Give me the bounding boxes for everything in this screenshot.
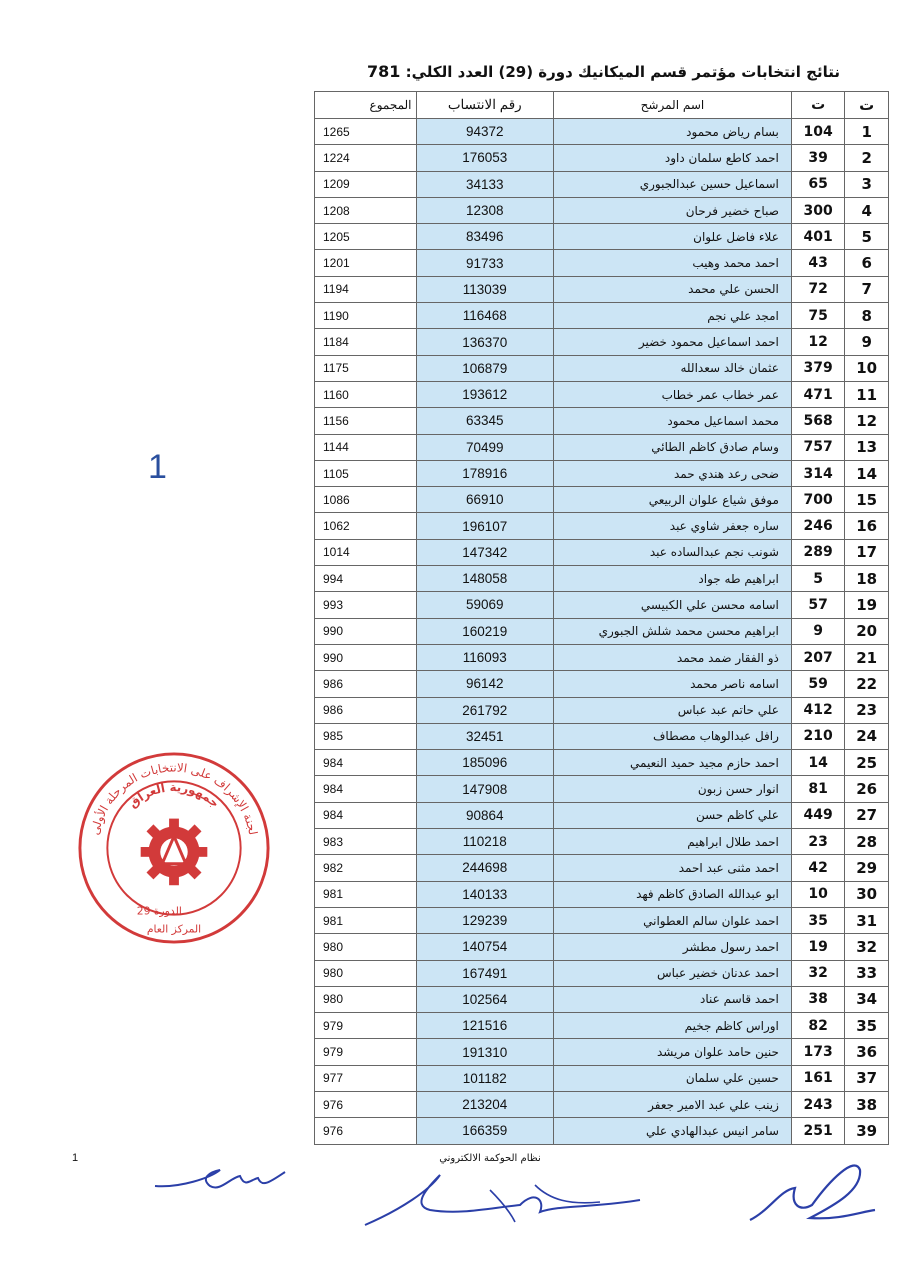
cell-membership: 91733	[416, 250, 553, 276]
table-row	[315, 618, 889, 644]
cell-name: شونب نجم عبدالساده عبد	[554, 539, 792, 565]
cell-seq: 10	[791, 881, 844, 907]
cell-rank: 5	[845, 224, 889, 250]
table-row	[315, 829, 889, 855]
cell-total: 977	[315, 1065, 417, 1091]
table-row	[315, 1118, 889, 1144]
cell-name: موفق شياع علوان الربيعي	[554, 487, 792, 513]
cell-total: 982	[315, 855, 417, 881]
cell-name: ضحى رعد هندي حمد	[554, 460, 792, 486]
cell-rank: 31	[845, 907, 889, 933]
cell-rank: 4	[845, 197, 889, 223]
table-row	[315, 802, 889, 828]
cell-seq: 449	[791, 802, 844, 828]
cell-membership: 213204	[416, 1091, 553, 1117]
cell-name: علاء فاضل علوان	[554, 224, 792, 250]
cell-total: 980	[315, 934, 417, 960]
cell-rank: 29	[845, 855, 889, 881]
table-row	[315, 434, 889, 460]
cell-total: 1062	[315, 513, 417, 539]
cell-name: احمد رسول مطشر	[554, 934, 792, 960]
cell-total: 984	[315, 802, 417, 828]
cell-total: 1144	[315, 434, 417, 460]
cell-rank: 33	[845, 960, 889, 986]
cell-name: رافل عبدالوهاب مصطاف	[554, 723, 792, 749]
cell-membership: 66910	[416, 487, 553, 513]
cell-name: ابراهيم طه جواد	[554, 566, 792, 592]
cell-seq: 82	[791, 1013, 844, 1039]
cell-seq: 65	[791, 171, 844, 197]
cell-rank: 27	[845, 802, 889, 828]
cell-seq: 161	[791, 1065, 844, 1091]
table-row	[315, 644, 889, 670]
cell-rank: 12	[845, 408, 889, 434]
cell-membership: 148058	[416, 566, 553, 592]
table-row	[315, 960, 889, 986]
table-row	[315, 855, 889, 881]
cell-name: احمد كاطع سلمان داود	[554, 145, 792, 171]
cell-name: ابو عبدالله الصادق كاظم فهد	[554, 881, 792, 907]
cell-seq: 246	[791, 513, 844, 539]
table-row	[315, 881, 889, 907]
cell-total: 981	[315, 907, 417, 933]
cell-name: انوار حسن زبون	[554, 776, 792, 802]
cell-seq: 12	[791, 329, 844, 355]
cell-membership: 113039	[416, 276, 553, 302]
cell-membership: 101182	[416, 1065, 553, 1091]
cell-total: 976	[315, 1091, 417, 1117]
cell-name: صباح خضير فرحان	[554, 197, 792, 223]
cell-name: احمد علوان سالم العطواني	[554, 907, 792, 933]
table-row	[315, 1091, 889, 1117]
cell-seq: 104	[791, 119, 844, 145]
cell-seq: 243	[791, 1091, 844, 1117]
cell-membership: 244698	[416, 855, 553, 881]
cell-name: احمد مثنى عبد احمد	[554, 855, 792, 881]
col-membership-header: رقم الانتساب	[416, 92, 553, 119]
cell-membership: 191310	[416, 1039, 553, 1065]
cell-seq: 314	[791, 460, 844, 486]
cell-seq: 35	[791, 907, 844, 933]
cell-name: عثمان خالد سعدالله	[554, 355, 792, 381]
table-row	[315, 907, 889, 933]
cell-name: حسين علي سلمان	[554, 1065, 792, 1091]
cell-total: 1265	[315, 119, 417, 145]
cell-rank: 22	[845, 671, 889, 697]
table-row	[315, 1065, 889, 1091]
cell-total: 1208	[315, 197, 417, 223]
cell-seq: 700	[791, 487, 844, 513]
cell-total: 986	[315, 671, 417, 697]
cell-rank: 32	[845, 934, 889, 960]
cell-rank: 39	[845, 1118, 889, 1144]
page-title	[280, 62, 840, 81]
cell-seq: 251	[791, 1118, 844, 1144]
col-name-header: اسم المرشح	[554, 92, 792, 119]
table-row	[315, 986, 889, 1012]
cell-seq: 19	[791, 934, 844, 960]
cell-membership: 83496	[416, 224, 553, 250]
cell-membership: 196107	[416, 513, 553, 539]
cell-membership: 70499	[416, 434, 553, 460]
table-row	[315, 381, 889, 407]
cell-rank: 25	[845, 750, 889, 776]
cell-membership: 90864	[416, 802, 553, 828]
cell-total: 1184	[315, 329, 417, 355]
cell-total: 1209	[315, 171, 417, 197]
cell-total: 990	[315, 618, 417, 644]
cell-rank: 11	[845, 381, 889, 407]
cell-seq: 412	[791, 697, 844, 723]
cell-rank: 7	[845, 276, 889, 302]
cell-membership: 193612	[416, 381, 553, 407]
cell-total: 1086	[315, 487, 417, 513]
cell-name: الحسن علي محمد	[554, 276, 792, 302]
page-number: 1	[72, 1152, 79, 1164]
signature-1	[150, 1148, 290, 1208]
cell-membership: 185096	[416, 750, 553, 776]
cell-rank: 6	[845, 250, 889, 276]
cell-rank: 28	[845, 829, 889, 855]
table-row	[315, 329, 889, 355]
cell-name: احمد اسماعيل محمود خضير	[554, 329, 792, 355]
cell-rank: 26	[845, 776, 889, 802]
stamp-country: جمهورية العراق	[125, 780, 223, 811]
cell-name: علي كاظم حسن	[554, 802, 792, 828]
cell-name: احمد حازم مجيد حميد النعيمي	[554, 750, 792, 776]
cell-total: 1160	[315, 381, 417, 407]
cell-membership: 176053	[416, 145, 553, 171]
cell-name: ابراهيم محسن محمد شلش الجبوري	[554, 618, 792, 644]
table-row	[315, 355, 889, 381]
cell-name: احمد قاسم عناد	[554, 986, 792, 1012]
table-row	[315, 671, 889, 697]
cell-rank: 36	[845, 1039, 889, 1065]
cell-rank: 37	[845, 1065, 889, 1091]
cell-membership: 59069	[416, 592, 553, 618]
cell-membership: 166359	[416, 1118, 553, 1144]
cell-name: اسماعيل حسين عبدالجبوري	[554, 171, 792, 197]
cell-seq: 75	[791, 303, 844, 329]
cell-total: 984	[315, 776, 417, 802]
cell-total: 981	[315, 881, 417, 907]
cell-name: حنين حامد علوان مريشد	[554, 1039, 792, 1065]
cell-seq: 38	[791, 986, 844, 1012]
table-header-row	[315, 92, 889, 119]
table-row	[315, 197, 889, 223]
cell-rank: 30	[845, 881, 889, 907]
col-rank-header: ت	[845, 92, 889, 119]
cell-membership: 121516	[416, 1013, 553, 1039]
cell-seq: 57	[791, 592, 844, 618]
cell-total: 979	[315, 1039, 417, 1065]
cell-name: احمد عدنان خضير عباس	[554, 960, 792, 986]
table-row	[315, 776, 889, 802]
cell-seq: 568	[791, 408, 844, 434]
cell-seq: 401	[791, 224, 844, 250]
cell-total: 1205	[315, 224, 417, 250]
cell-total: 980	[315, 960, 417, 986]
cell-name: احمد طلال ابراهيم	[554, 829, 792, 855]
total-count: 781	[366, 62, 401, 81]
cell-membership: 147342	[416, 539, 553, 565]
title-text: نتائج انتخابات مؤتمر قسم الميكانيك دورة (29) العدد الكلي:	[405, 63, 840, 81]
cell-membership: 96142	[416, 671, 553, 697]
cell-seq: 32	[791, 960, 844, 986]
table-row	[315, 224, 889, 250]
cell-name: بسام رياض محمود	[554, 119, 792, 145]
table-row	[315, 539, 889, 565]
cell-total: 1175	[315, 355, 417, 381]
table-row	[315, 566, 889, 592]
cell-total: 986	[315, 697, 417, 723]
cell-seq: 207	[791, 644, 844, 670]
cell-membership: 12308	[416, 197, 553, 223]
table-row	[315, 145, 889, 171]
table-row	[315, 460, 889, 486]
table-row	[315, 1013, 889, 1039]
cell-name: ساره جعفر شاوي عبد	[554, 513, 792, 539]
cell-seq: 23	[791, 829, 844, 855]
table-row	[315, 276, 889, 302]
cell-seq: 14	[791, 750, 844, 776]
cell-membership: 94372	[416, 119, 553, 145]
cell-membership: 261792	[416, 697, 553, 723]
table-row	[315, 697, 889, 723]
cell-rank: 21	[845, 644, 889, 670]
cell-name: علي حاتم عبد عباس	[554, 697, 792, 723]
cell-total: 979	[315, 1013, 417, 1039]
cell-rank: 1	[845, 119, 889, 145]
cell-seq: 39	[791, 145, 844, 171]
cell-membership: 160219	[416, 618, 553, 644]
cell-seq: 757	[791, 434, 844, 460]
cell-name: اسامه ناصر محمد	[554, 671, 792, 697]
cell-membership: 102564	[416, 986, 553, 1012]
cell-total: 976	[315, 1118, 417, 1144]
cell-total: 1014	[315, 539, 417, 565]
cell-total: 983	[315, 829, 417, 855]
cell-seq: 9	[791, 618, 844, 644]
cell-total: 984	[315, 750, 417, 776]
table-row	[315, 171, 889, 197]
signature-2	[360, 1160, 660, 1235]
cell-total: 990	[315, 644, 417, 670]
cell-rank: 34	[845, 986, 889, 1012]
cell-rank: 24	[845, 723, 889, 749]
table-row	[315, 592, 889, 618]
cell-rank: 3	[845, 171, 889, 197]
cell-name: زينب علي عبد الامير جعفر	[554, 1091, 792, 1117]
cell-seq: 289	[791, 539, 844, 565]
cell-membership: 110218	[416, 829, 553, 855]
cell-membership: 129239	[416, 907, 553, 933]
cell-name: ذو الفقار ضمد محمد	[554, 644, 792, 670]
cell-membership: 167491	[416, 960, 553, 986]
table-row	[315, 119, 889, 145]
col-seq-header: ت	[791, 92, 844, 119]
cell-total: 993	[315, 592, 417, 618]
table-row	[315, 934, 889, 960]
cell-seq: 300	[791, 197, 844, 223]
cell-seq: 72	[791, 276, 844, 302]
table-row	[315, 1039, 889, 1065]
table-row	[315, 723, 889, 749]
cell-name: امجد علي نجم	[554, 303, 792, 329]
cell-membership: 32451	[416, 723, 553, 749]
stamp-center: المركز العام	[146, 922, 202, 936]
cell-rank: 18	[845, 566, 889, 592]
cell-total: 994	[315, 566, 417, 592]
cell-rank: 10	[845, 355, 889, 381]
cell-rank: 19	[845, 592, 889, 618]
table-row	[315, 750, 889, 776]
svg-text:جمهورية العراق	[126, 780, 222, 810]
cell-membership: 136370	[416, 329, 553, 355]
footer-system: نظام الحوكمة الالكتروني	[439, 1153, 541, 1164]
stamp-cycle: الدورة 29	[136, 904, 182, 918]
official-stamp	[76, 750, 272, 946]
cell-seq: 173	[791, 1039, 844, 1065]
cell-total: 980	[315, 986, 417, 1012]
table-row	[315, 513, 889, 539]
cell-rank: 35	[845, 1013, 889, 1039]
table-row	[315, 303, 889, 329]
cell-rank: 23	[845, 697, 889, 723]
cell-rank: 8	[845, 303, 889, 329]
cell-rank: 13	[845, 434, 889, 460]
cell-membership: 140754	[416, 934, 553, 960]
cell-name: عمر خطاب عمر خطاب	[554, 381, 792, 407]
signature-3	[740, 1150, 880, 1240]
cell-name: وسام صادق كاظم الطائي	[554, 434, 792, 460]
cell-seq: 43	[791, 250, 844, 276]
cell-membership: 106879	[416, 355, 553, 381]
cell-rank: 15	[845, 487, 889, 513]
cell-total: 1105	[315, 460, 417, 486]
cell-membership: 178916	[416, 460, 553, 486]
cell-total: 1201	[315, 250, 417, 276]
cell-name: سامر انيس عبدالهادي علي	[554, 1118, 792, 1144]
cell-total: 1194	[315, 276, 417, 302]
cell-membership: 116468	[416, 303, 553, 329]
cell-seq: 81	[791, 776, 844, 802]
stamp-outer-text: لجنة الإشراف على الانتخابات المرحلة الأولى	[87, 760, 261, 837]
cell-rank: 17	[845, 539, 889, 565]
cell-rank: 16	[845, 513, 889, 539]
cell-rank: 9	[845, 329, 889, 355]
cell-membership: 63345	[416, 408, 553, 434]
cell-name: اوراس كاظم جخيم	[554, 1013, 792, 1039]
col-total-header: المجموع	[315, 92, 417, 119]
results-table	[314, 91, 889, 1145]
cell-name: محمد اسماعيل محمود	[554, 408, 792, 434]
cell-seq: 5	[791, 566, 844, 592]
page-mark: 1	[148, 448, 167, 486]
cell-total: 1224	[315, 145, 417, 171]
cell-seq: 42	[791, 855, 844, 881]
cell-seq: 379	[791, 355, 844, 381]
cell-membership: 140133	[416, 881, 553, 907]
cell-seq: 59	[791, 671, 844, 697]
cell-membership: 116093	[416, 644, 553, 670]
cell-membership: 34133	[416, 171, 553, 197]
cell-rank: 20	[845, 618, 889, 644]
table-row	[315, 487, 889, 513]
table-row	[315, 408, 889, 434]
cell-total: 1190	[315, 303, 417, 329]
cell-name: اسامه محسن علي الكبيسي	[554, 592, 792, 618]
cell-rank: 2	[845, 145, 889, 171]
cell-rank: 38	[845, 1091, 889, 1117]
table-row	[315, 250, 889, 276]
cell-name: احمد محمد وهيب	[554, 250, 792, 276]
cell-total: 985	[315, 723, 417, 749]
cell-membership: 147908	[416, 776, 553, 802]
cell-total: 1156	[315, 408, 417, 434]
cell-seq: 471	[791, 381, 844, 407]
cell-seq: 210	[791, 723, 844, 749]
cell-rank: 14	[845, 460, 889, 486]
